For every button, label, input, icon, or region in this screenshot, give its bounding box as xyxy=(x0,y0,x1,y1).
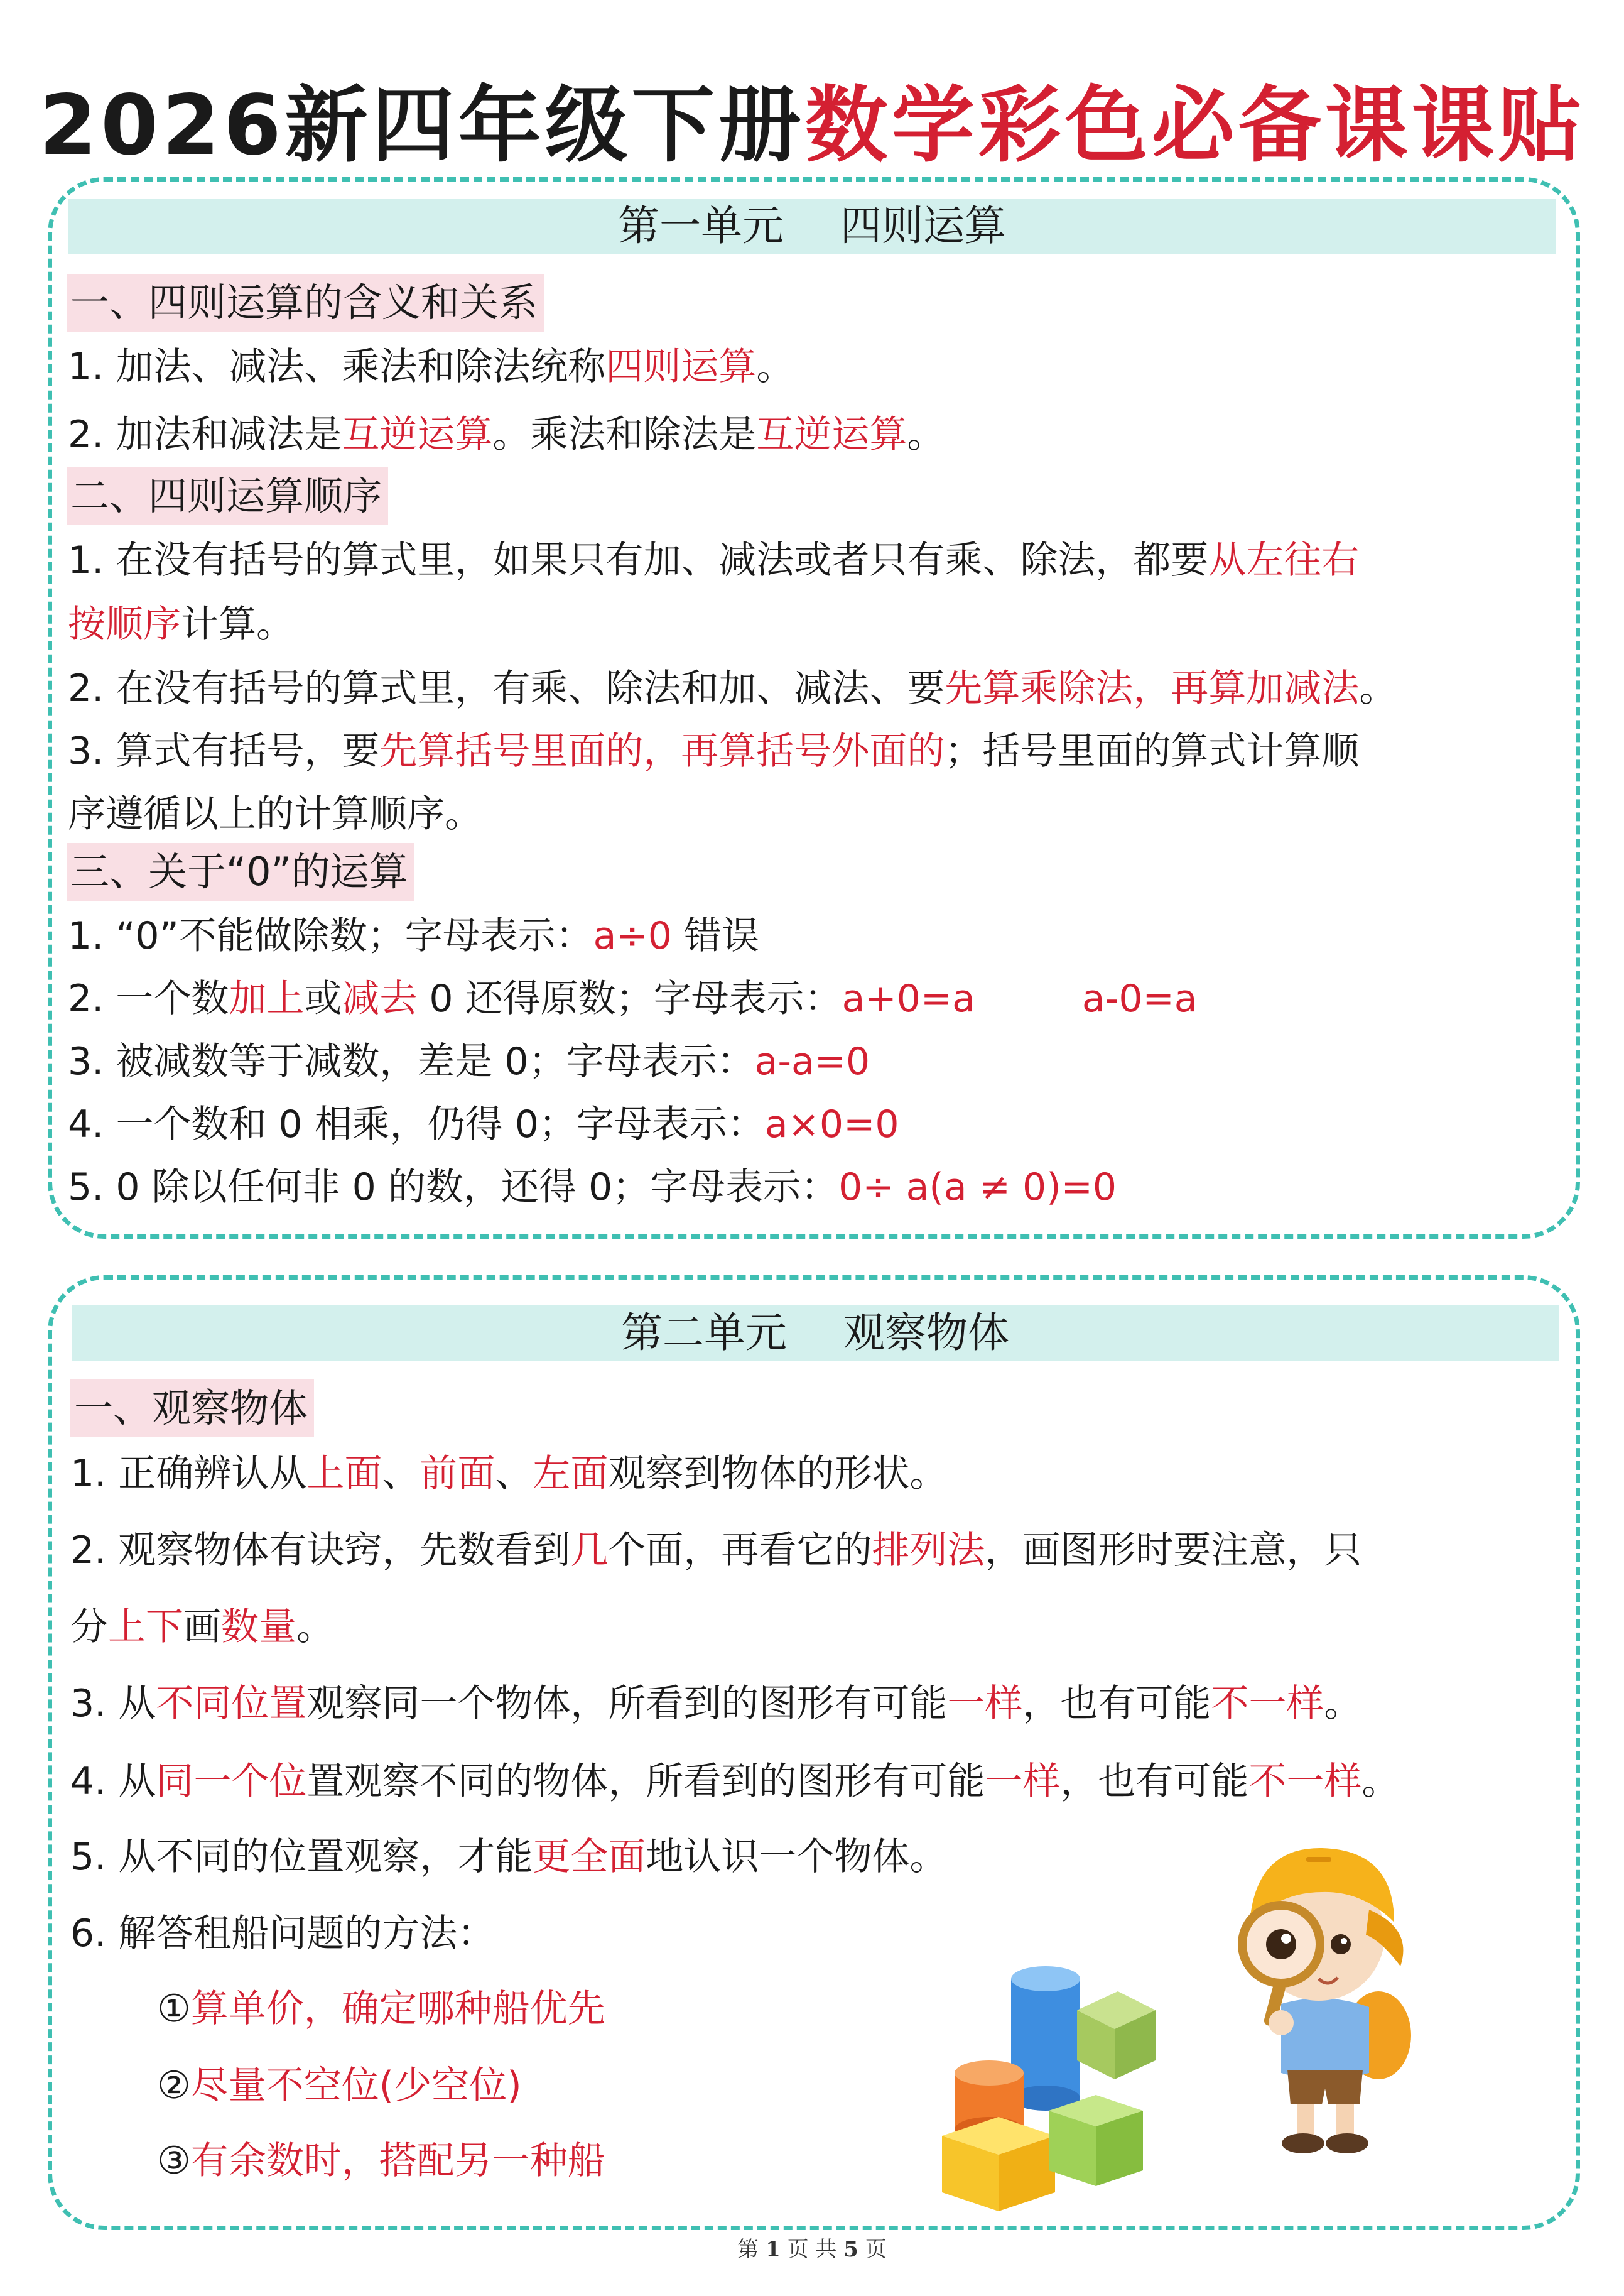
unit1-s2-line2: 2. 在没有括号的算式里，有乘、除法和加、减法、要先算乘除法，再算加减法。 xyxy=(68,666,1397,710)
unit1-s3-line2: 2. 一个数加上或减去 0 还得原数；字母表示：a+0=a a-0=a xyxy=(68,977,1198,1021)
title-red: 数学彩色必备课课贴 xyxy=(804,77,1585,174)
unit2-s1-line2b: 分上下画数量。 xyxy=(70,1605,334,1649)
unit1-section1-title: 一、四则运算的含义和关系 xyxy=(67,274,544,332)
unit1-s2-line3a: 3. 算式有括号，要先算括号里面的，再算括号外面的；括号里面的算式计算顺 xyxy=(68,729,1360,773)
shorts xyxy=(1287,2070,1363,2104)
unit2-s1-line6: 6. 解答租船问题的方法： xyxy=(70,1912,495,1956)
shirt xyxy=(1281,1998,1369,2079)
unit1-s3-line3: 3. 被减数等于减数，差是 0；字母表示：a-a=0 xyxy=(68,1040,870,1084)
kid-with-magnifier-illustration xyxy=(1212,1834,1438,2161)
unit1-s3-line4: 4. 一个数和 0 相乘，仍得 0；字母表示：a×0=0 xyxy=(68,1102,899,1146)
unit1-section3-title: 三、关于“0”的运算 xyxy=(67,843,414,901)
unit2-s1-line3: 3. 从不同位置观察同一个物体，所看到的图形有可能一样，也有可能不一样。 xyxy=(70,1682,1362,1726)
unit2-s1-line2a: 2. 观察物体有诀窍，先数看到几个面，再看它的排列法，画图形时要注意，只 xyxy=(70,1528,1362,1572)
title-black: 2026新四年级下册 xyxy=(39,77,805,174)
unit2-section1-title: 一、观察物体 xyxy=(70,1379,314,1437)
yellow-cube xyxy=(942,2117,1055,2211)
right-shoe xyxy=(1326,2133,1368,2153)
green-cube xyxy=(1077,1991,1156,2079)
unit1-s2-line1b: 按顺序计算。 xyxy=(68,602,294,646)
lime-cube xyxy=(1049,2095,1143,2186)
unit1-section2-title: 二、四则运算顺序 xyxy=(67,467,388,525)
unit2-s1-line5: 5. 从不同的位置观察，才能更全面地认识一个物体。 xyxy=(70,1835,948,1879)
page-footer: 第 1 页 共 5 页 xyxy=(737,2237,887,2262)
unit2-s1-line1: 1. 正确辨认从上面、前面、左面观察到物体的形状。 xyxy=(70,1452,948,1496)
unit1-header xyxy=(68,199,1556,254)
page-title xyxy=(0,75,1624,176)
unit2-header xyxy=(72,1305,1559,1361)
unit1-s2-line1a: 1. 在没有括号的算式里，如果只有加、减法或者只有乘、除法，都要从左往右 xyxy=(68,538,1360,582)
unit2-number: 第二单元 xyxy=(621,1309,787,1357)
unit1-s1-line2: 2. 加法和减法是互逆运算。乘法和除法是互逆运算。 xyxy=(68,413,945,457)
unit1-s3-line1: 1. “0”不能做除数；字母表示：a÷0 错误 xyxy=(68,914,759,958)
building-blocks-illustration xyxy=(929,1954,1225,2217)
unit2-s1-line4: 4. 从同一个位置观察不同的物体，所看到的图形有可能一样，也有可能不一样。 xyxy=(70,1760,1400,1804)
total-pages: 5 xyxy=(843,2237,858,2262)
unit1-topic: 四则运算 xyxy=(840,202,1006,250)
left-shoe xyxy=(1282,2133,1324,2153)
unit2-topic: 观察物体 xyxy=(843,1309,1009,1357)
unit1-s1-line1: 1. 加法、减法、乘法和除法统称四则运算。 xyxy=(68,345,794,389)
unit2-method1: ①算单价，确定哪种船优先 xyxy=(157,1987,605,2031)
unit2-method2: ②尽量不空位(少空位) xyxy=(157,2064,522,2108)
current-page: 1 xyxy=(766,2237,781,2262)
unit2-method3: ③有余数时，搭配另一种船 xyxy=(157,2139,605,2183)
unit1-s2-line3b: 序遵循以上的计算顺序。 xyxy=(68,792,482,836)
unit1-s3-line5: 5. 0 除以任何非 0 的数，还得 0；字母表示：0÷ a(a ≠ 0)=0 xyxy=(68,1165,1117,1209)
unit1-number: 第一单元 xyxy=(618,202,784,250)
